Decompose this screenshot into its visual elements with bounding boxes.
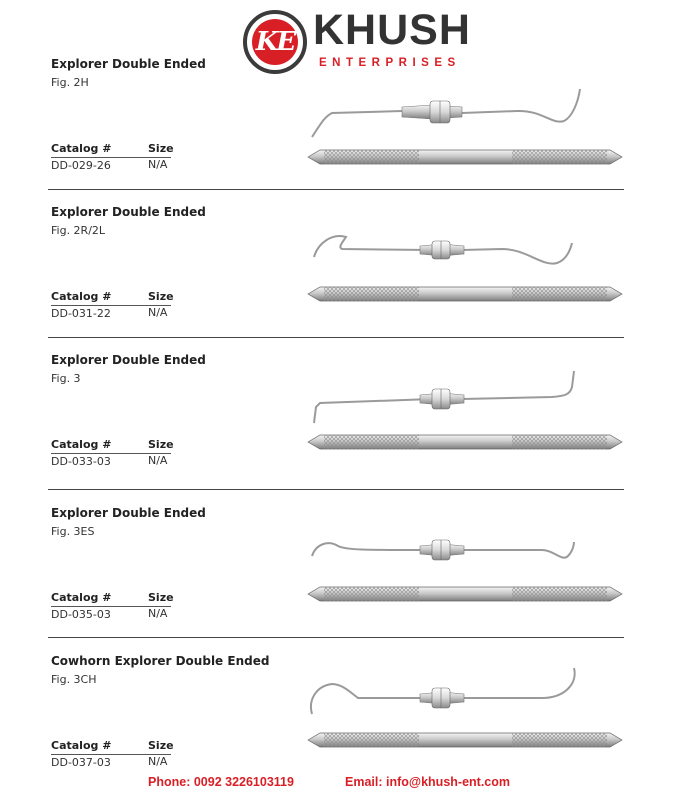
section-divider — [48, 637, 624, 638]
catalog-number: DD-037-03 — [51, 756, 111, 769]
product-section — [0, 506, 689, 656]
size-label: Size — [148, 739, 174, 752]
size-value: N/A — [148, 158, 168, 171]
product-section — [0, 353, 689, 503]
catalog-label: Catalog # — [51, 591, 112, 604]
section-divider — [48, 189, 624, 190]
product-section — [0, 57, 689, 207]
product-figure: Fig. 2R/2L — [51, 224, 106, 237]
catalog-label: Catalog # — [51, 142, 112, 155]
product-figure: Fig. 3ES — [51, 525, 95, 538]
size-label: Size — [148, 142, 174, 155]
product-title: Cowhorn Explorer Double Ended — [51, 654, 270, 668]
catalog-number: DD-031-22 — [51, 307, 111, 320]
size-value: N/A — [148, 755, 168, 768]
product-figure: Fig. 3 — [51, 372, 81, 385]
instrument-image — [302, 516, 628, 631]
instrument-image — [302, 363, 628, 478]
product-title: Explorer Double Ended — [51, 353, 206, 367]
instrument-image — [302, 215, 628, 330]
email-address: info@khush-ent.com — [386, 775, 510, 789]
section-divider — [48, 337, 624, 338]
section-divider — [48, 489, 624, 490]
size-value: N/A — [148, 607, 168, 620]
product-section — [0, 205, 689, 355]
instrument-image — [302, 87, 628, 202]
catalog-number: DD-035-03 — [51, 608, 111, 621]
product-title: Explorer Double Ended — [51, 506, 206, 520]
phone-number: 0092 3226103119 — [193, 775, 294, 789]
phone-contact — [148, 775, 294, 789]
brand-name: KHUSH — [313, 6, 471, 54]
product-title: Explorer Double Ended — [51, 57, 206, 71]
catalog-number: DD-029-26 — [51, 159, 111, 172]
brand-subtitle: ENTERPRISES — [319, 57, 461, 69]
phone-label: Phone: — [148, 775, 191, 789]
catalog-label: Catalog # — [51, 290, 112, 303]
product-figure: Fig. 2H — [51, 76, 89, 89]
product-figure: Fig. 3CH — [51, 673, 97, 686]
size-value: N/A — [148, 306, 168, 319]
size-value: N/A — [148, 454, 168, 467]
email-label: Email: — [345, 775, 383, 789]
size-label: Size — [148, 290, 174, 303]
logo-monogram: KE — [252, 19, 298, 65]
catalog-number: DD-033-03 — [51, 455, 111, 468]
catalog-label: Catalog # — [51, 438, 112, 451]
catalog-label: Catalog # — [51, 739, 112, 752]
email-contact — [345, 775, 510, 789]
size-label: Size — [148, 438, 174, 451]
instrument-image — [302, 664, 628, 779]
size-label: Size — [148, 591, 174, 604]
product-title: Explorer Double Ended — [51, 205, 206, 219]
